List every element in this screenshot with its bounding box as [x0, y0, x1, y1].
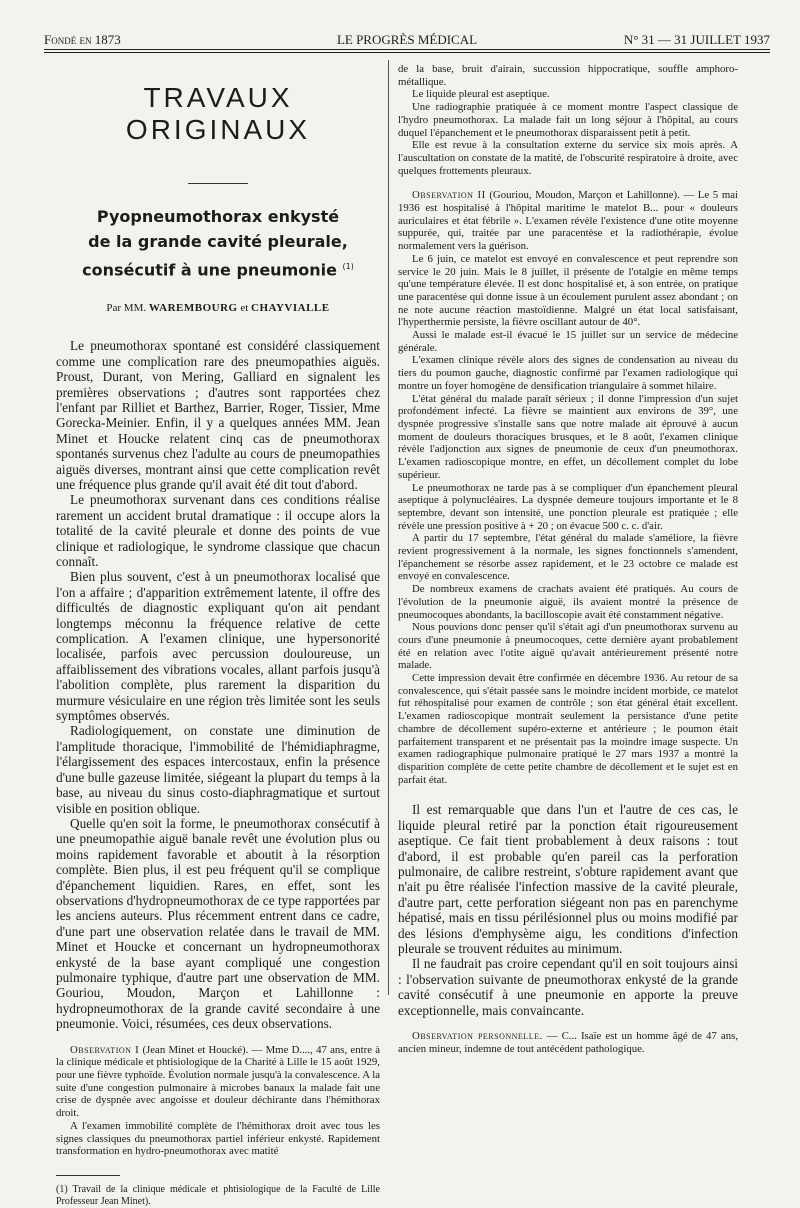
- paragraph: Le pneumothorax spontané est considéré classiquement comme une complication rare des pneumopathies aiguës. Proust, Durant, von Mering, Galliard en signalent les premières observations ; d'autres sont rapportées chez l'enfant par Rilliet et Barthez, Barrier, Roger, Tissier, Mme Gorecka-Meinier. Enfin, il y a quelques années MM. Jean Minet et Houcke relatent cinq cas de pneumothorax spontanés survenus chez l'adulte au cours de pneumopathies aiguës diverses, montrant ainsi que cette complication revêt une fréquence plus grande qu'il avait été dit tout d'abord.: [56, 338, 380, 492]
- byline: [56, 302, 380, 314]
- paragraph: Le pneumothorax survenant dans ces conditions réalise rarement un accident brutal dramatique : il occupe alors la totalité de la cavité pleurale et donne des points de vue clinique et radiologique, le syndrome classique que chacun connaît.: [56, 492, 380, 570]
- paragraph: L'examen clinique révèle alors des signes de condensation au niveau du tiers du poumon gauche, diagnostic confirmé par l'examen radiologique qui montre un foyer homogène de densification triangulaire à sommet hilaire.: [398, 354, 738, 392]
- paragraph: Le liquide pleural est aseptique.: [412, 88, 550, 101]
- article-title-line-2: de la grande cavité pleurale,: [88, 232, 348, 251]
- article-title-line-3-text: consécutif à une pneumonie: [82, 260, 337, 280]
- observation-3-paragraph: [398, 1030, 738, 1055]
- paragraph: de la base, bruit d'airain, succussion hippocratique, souffle amphoro-métallique.: [398, 63, 738, 88]
- header-journal-title: LE PROGRÈS MÉDICAL: [336, 32, 478, 47]
- paragraph: Quelle qu'en soit la forme, le pneumothorax consécutif à une pneumopathie aiguë banale revêt une évolution plus ou moins rapidement favorable et aboutit à la résorption complète. Bien plus, il est peu fréquent qu'il se complique d'épanchement liquidien. Rares, en effet, sont les observations d'hydropneumothorax de ce type rapportées par les anciens auteurs. Plus récemment entrent dans ce cadre, d'une part une observation relatée dans le travail de MM. Minet et Houcke et concernant un hydropneumothorax enkysté de la base ayant compliqué une congestion pulmonaire typhique, d'autre part une observation de MM. Gouriou, Moudon, Marçon et Lahillonne : hydropneumothorax de la grande cavité secondaire à une pneumonie. Voici, résumées, ces deux observations.: [56, 815, 380, 1032]
- paragraph: Le 6 juin, ce matelot est envoyé en convalescence et peut reprendre son service le 20 juin. Mais le 8 juillet, il présente de l'otalgie en même temps qu'une température élevée. Il est donc hospitalisé et, à son entrée, on pratique une paracentèse qui donne issue à un écoulement purulent assez abondant ; on ne note aucune réaction mastoïdienne. Malgré un état local satisfaisant, l'hyperthermie persiste, la fièvre oscillant autour de 40°.: [398, 252, 738, 329]
- paragraph: Radiologiquement, on constate une diminution de l'amplitude thoracique, l'immobilité de l'hémidiaphragme, l'élargissement des espaces intercostaux, enfin la présence d'une bulle gazeuse limitée, siégeant la plupart du temps à la base, au niveau du sinus costo-diaphragmatique et surtout visible en position oblique.: [56, 723, 380, 816]
- paragraph: De nombreux examens de crachats avaient été pratiqués. Au cours de l'évolution de la pneumonie aiguë, ils avaient montré la présence de pneumocoques abondants, la bacilloscopie avait été constamment négative.: [398, 583, 738, 621]
- header-founded: Fondé en 1873: [44, 32, 121, 47]
- observation-2: [398, 189, 738, 786]
- observation-2-text: (Gouriou, Moudon, Marçon et Lahillonne). — Le 5 mai 1936 est hospitalisé à l'hôpital maritime le matelot B... pour « douleurs auriculaires et état fébrile ». L'examen révèle l'existence d'une otite moyenne suppurée, qui, traitée par une paracentèse et la radiothérapie, évolue normalement vers la guérison.: [398, 189, 739, 253]
- observation-3-text: — C... Isaïe est un homme âgé de 47 ans, ancien mineur, indemne de tout antécédent pathologique.: [398, 1030, 738, 1055]
- observation-1-paragraph-2: A l'examen immobilité complète de l'hémithorax droit avec tous les signes classiques du pneumothorax partiel inférieur enkysté. Rapidement transformation en hydro-pneumothorax avec matité: [56, 1119, 380, 1158]
- title-rule: [188, 183, 248, 184]
- byline-and: et: [240, 302, 249, 315]
- paragraph: Cette impression devait être confirmée en décembre 1936. Au retour de sa convalescence, qui s'était passée sans le moindre incident morbide, ce matelot fut réhospitalisé pour examen de contrôle ; son état général était excellent. L'examen radioscopique montrait seulement la persistance d'une petite chambre de décollement supéro-externe et antérieure ; le poumon était parfaitement transparent et ne présentait pas la moindre image suspecte. Un examen radiographique pulmonaire pratiqué le 27 mars 1937 a montré la disparition complète de cette petite chambre de décollement et le sujet est en parfait état.: [398, 672, 738, 786]
- author-2: CHAYVIALLE: [251, 302, 330, 315]
- header-issue: N° 31 — 31 JUILLET 1937: [623, 32, 770, 47]
- discussion-text: [398, 802, 738, 1018]
- paragraph: Elle est revue à la consultation externe du service six mois après. A l'auscultation on constate de la matité, de l'obscurité respiratoire à droite, avec quelques frottements pleuraux.: [398, 139, 738, 177]
- header-rule: [44, 49, 770, 50]
- author-1: WAREMBOURG: [148, 302, 238, 315]
- paragraph: A partir du 17 septembre, l'état général du malade s'améliore, la fièvre revient progressivement à la normale, les signes fonctionnels s'amendent, l'épanchement se résorbe assez rapidement, et le 23 octobre ce malade est envoyé en convalescence.: [398, 532, 738, 583]
- observation-2-label: Observation II: [412, 189, 486, 202]
- footnote-rule: [56, 1175, 120, 1176]
- observation-1: [56, 1044, 380, 1158]
- paragraph: Il ne faudrait pas croire cependant qu'il en soit toujours ainsi : l'observation suivante de pneumothorax enkysté de la grande cavité consécutif à une pneumonie en apporte la preuve exceptionnelle, mais convaincante.: [398, 956, 738, 1018]
- footnote-ref: (1): [342, 262, 354, 271]
- paragraph: Une radiographie pratiquée à ce moment montre l'aspect classique de l'hydro pneumothorax. La malade fait un long séjour à l'hôpital, au cours duquel l'épanchement et le pneumothorax disparaissent petit à petit.: [398, 101, 738, 139]
- page-header: [44, 32, 770, 50]
- observation-1-paragraph: [56, 1044, 380, 1120]
- observation-3-label: Observation personnelle.: [412, 1030, 543, 1043]
- observation-1-continued: [398, 63, 738, 177]
- article-title: [56, 204, 380, 282]
- paragraph: L'état général du malade paraît sérieux ; il donne l'impression d'un sujet profondément infecté. La fièvre se maintient aux environs de 39°, une dyspnée progressive s'installe sans que notre malade ait éprouvé à aucun moment de douleurs thoraciques brusques, et le 8 août, l'examen clinique révèle l'adjonction aux signes de pneumonie de ceux d'un pneumothorax. L'examen radioscopique montre, en effet, un décollement complet du lobe supérieur.: [398, 392, 738, 481]
- left-column: [56, 70, 380, 1208]
- right-column: [398, 63, 738, 1055]
- column-divider: [388, 60, 389, 995]
- paragraph: Bien plus souvent, c'est à un pneumothorax localisé que l'on a affaire ; d'apparition extrêmement latente, il offre des difficultés de diagnostic expliquant qu'on ait pendant longtemps méconnu la fréquence relative de cette complication. A l'examen clinique, une hypersonorité localisée, parfois avec percussion douloureuse, un affaiblissement des vibrations vocales, allant parfois jusqu'à l'abolition complète, plus rarement la disparition du murmure vésiculaire en une région très limitée sont les seuls symptômes observés.: [56, 569, 380, 724]
- article-title-line-1: Pyopneumothorax enkysté: [96, 207, 340, 226]
- header-rule-2: [44, 52, 770, 53]
- observation-3: [398, 1030, 738, 1055]
- paragraph: Le pneumothorax ne tarde pas à se compliquer d'un épanchement pleural aseptique à polynucléaires. La dyspnée demeure toujours importante et le 8 septembre, devant son intensité, une ponction pleurale est pratiquée ; elle révèle une pression positive à + 20 ; on évacue 500 c. c. d'air.: [398, 481, 738, 532]
- footnote: (1) Travail de la clinique médicale et phtisiologique de la Faculté de Lille Professeur Jean Minet).: [56, 1183, 380, 1207]
- intro-text: [56, 338, 380, 1031]
- paragraph: Aussi le malade est-il évacué le 15 juillet sur un service de médecine générale.: [398, 329, 738, 354]
- paragraph: Il est remarquable que dans l'un et l'autre de ces cas, le liquide pleural retiré par la ponction était rigoureusement aseptique. Ce fait tient probablement à deux raisons : tout d'abord, il est probable qu'en pareil cas la perforation pulmonaire, de calibre restreint, s'obture rapidement avant que n'ait pu être réalisée l'infection massive de la cavité pleurale, d'autre part, cette perforation siégeant non pas en parenchyme hépatisé, mais en tissu périlésionnel plus ou moins modifié par des lésions d'emphysème aigu, les conditions d'infection pleurale se trouvent réduites au minimum.: [398, 802, 738, 957]
- paragraph: Nous pouvions donc penser qu'il s'était agi d'un pneumothorax survenu au cours d'une pneumonie à pneumocoques, cette dernière ayant probablement été en relation avec l'otite aiguë qu'avait antérieurement présenté notre malade.: [398, 621, 738, 672]
- article-title-line-3: [56, 254, 380, 282]
- observation-2-paragraph: [398, 189, 738, 253]
- observation-1-label: Observation I: [70, 1043, 140, 1056]
- observation-1-text: (Jean Minet et Houcké). — Mme D...., 47 ans, entre à la clinique médicale et phtisiologique de la Charité à Lille le 15 août 1929, pour une fièvre typhoïde. Évolution normale jusqu'à la convalescence. A la suite d'une congestion pulmonaire à microbes banaux la malade fait une crise de dyspnée avec angoisse et douleur déchirante dans l'hémithorax droit.: [56, 1043, 380, 1120]
- section-title: TRAVAUX ORIGINAUX: [125, 82, 311, 145]
- byline-prefix: Par MM.: [106, 302, 147, 315]
